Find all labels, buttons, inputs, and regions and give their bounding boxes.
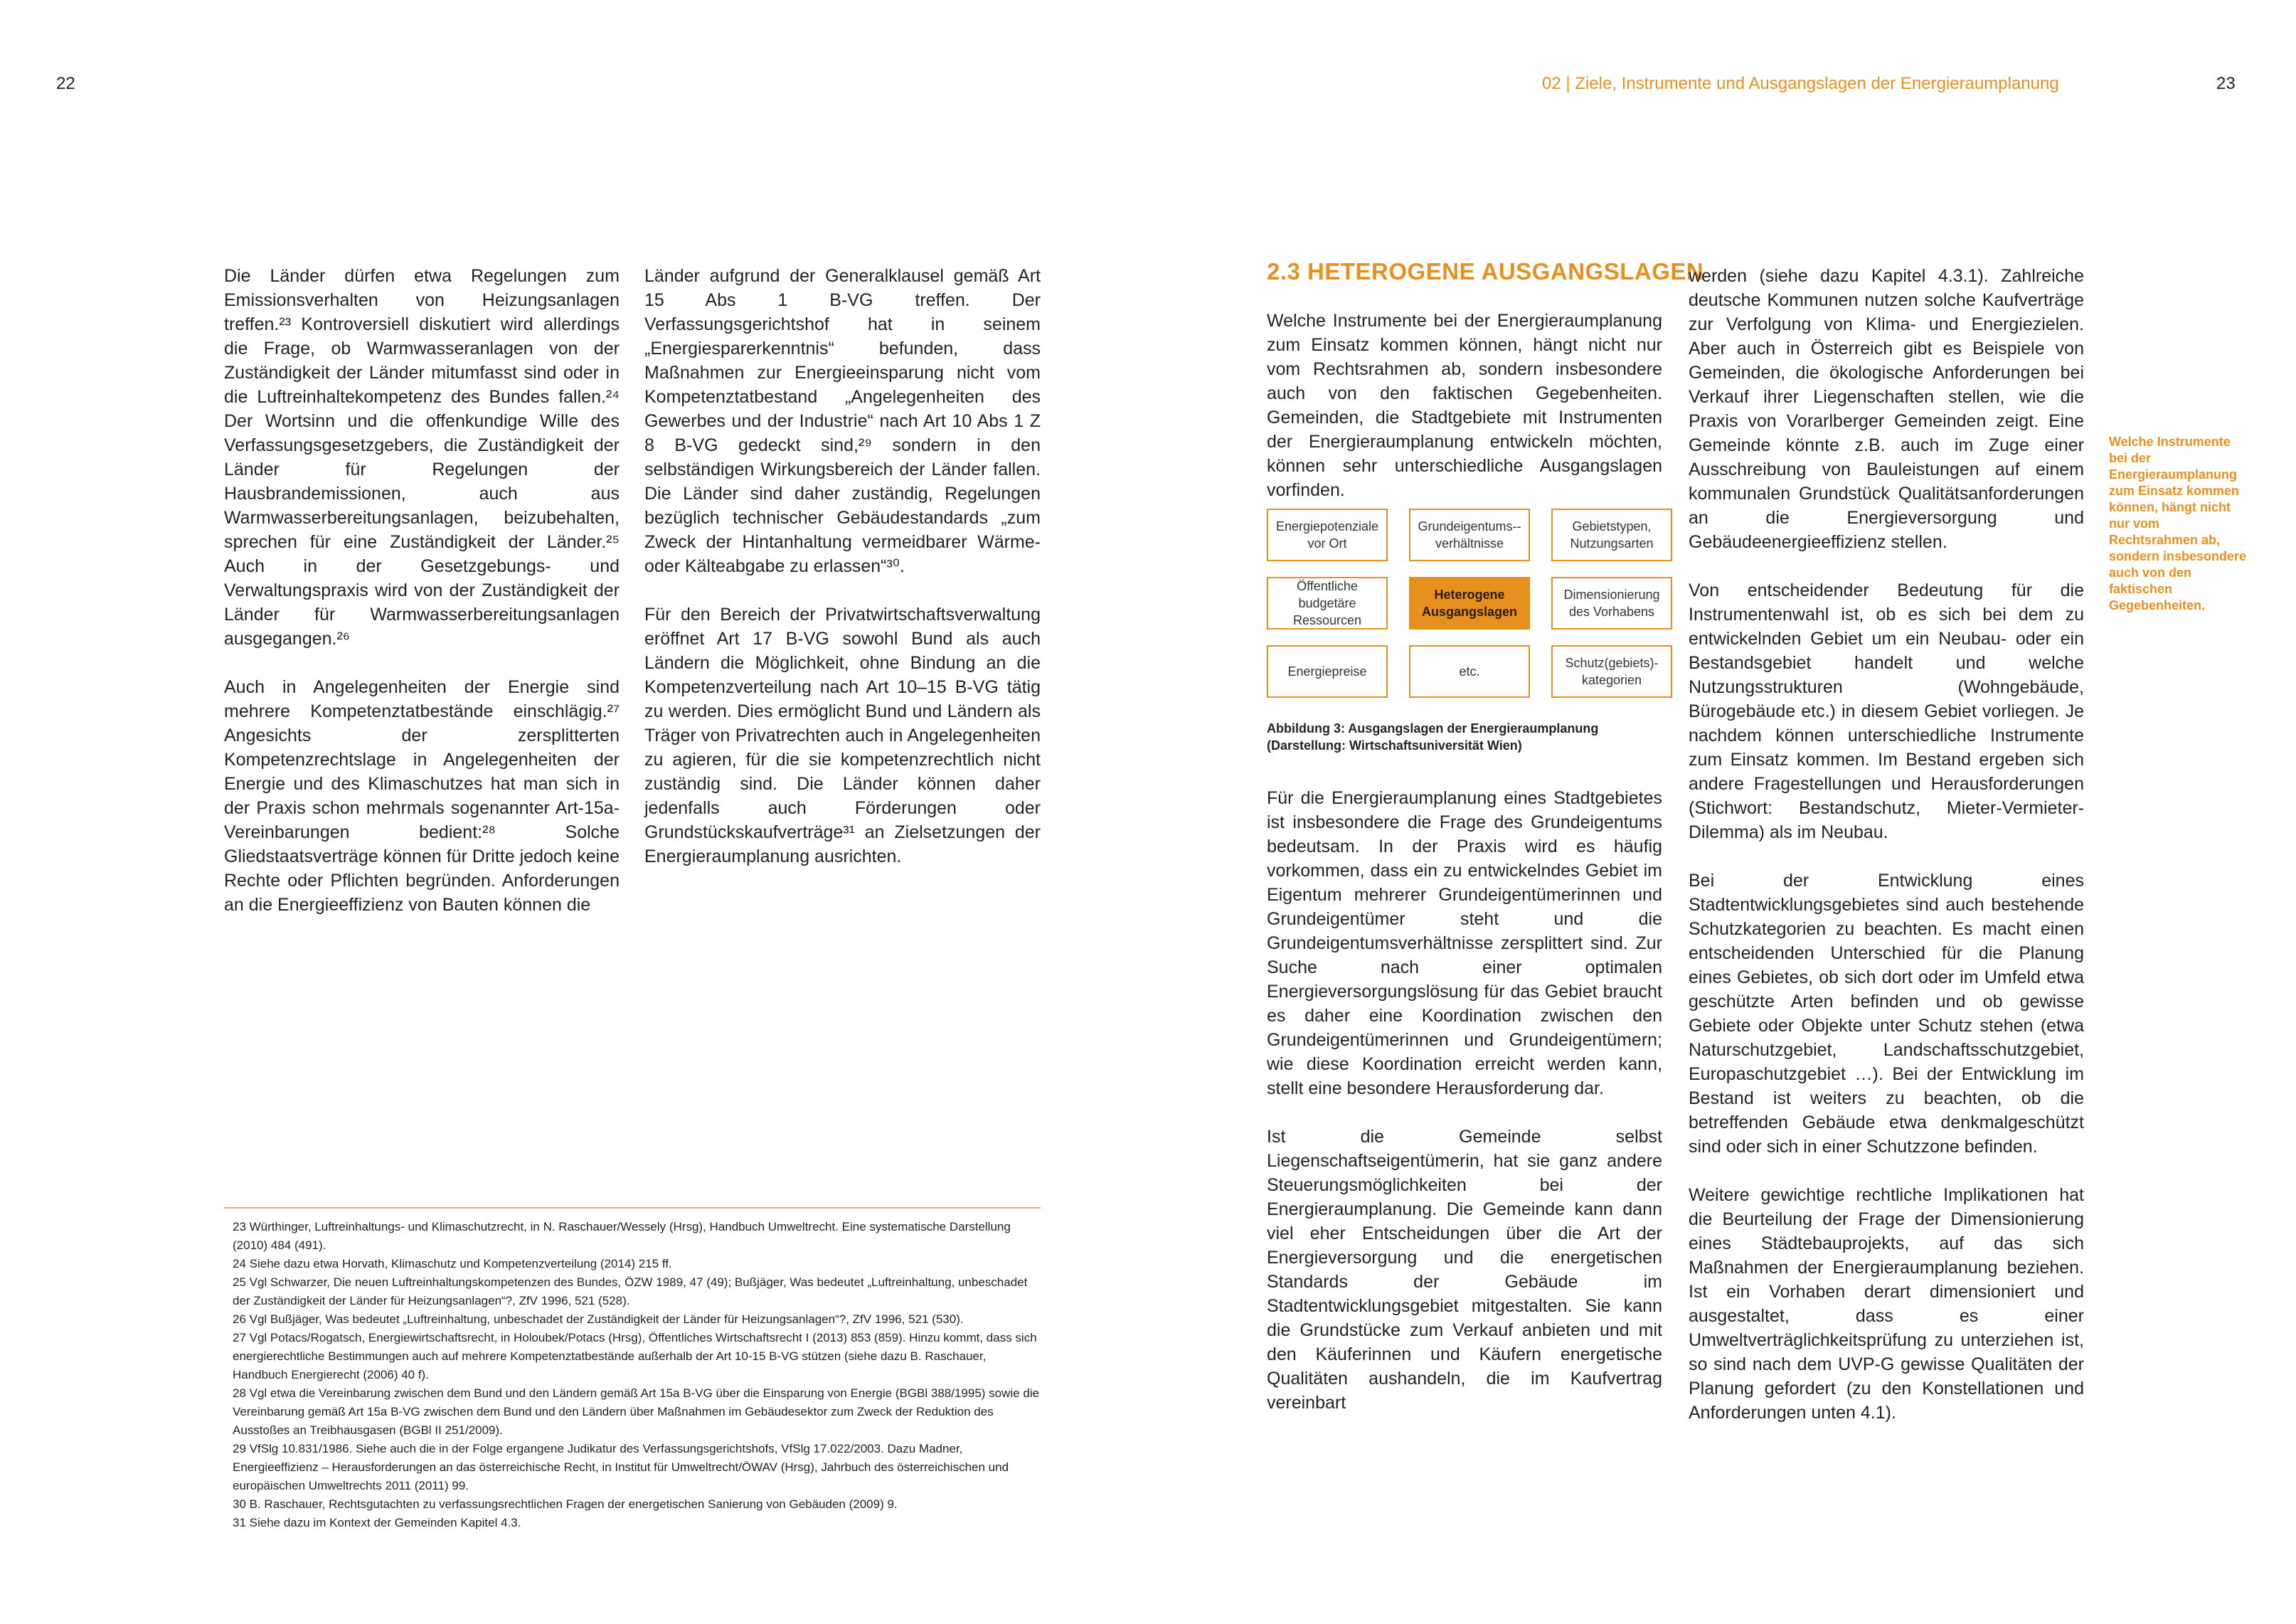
right-column-1 (1267, 786, 1662, 1439)
paragraph: Welche Instrumente bei der Energieraumplanung zum Einsatz kommen können, hängt nicht nur vom Rechtsrahmen ab, sondern insbesondere auch von den faktischen Gegebenheiten. Gemeinden, die Stadtgebiete mit Instrumenten der Energieraumplanung entwickeln möchten, können sehr unterschiedliche Ausgangslagen vorfinden. (1267, 311, 1662, 500)
section-heading: 2.3 HETEROGENE AUSGANGSLAGEN (1267, 258, 1704, 285)
figure-box-dimensionierung: Dimensionierung des Vorhabens (1551, 577, 1672, 630)
footnote: 24 Siehe dazu etwa Horvath, Klimaschutz und Kompetenzverteilung (2014) 215 ff. (233, 1257, 672, 1270)
figure-box-budget: Öffentliche budgetäre Ressourcen (1267, 577, 1388, 630)
running-header: 02 | Ziele, Instrumente und Ausgangslagen der Energieraumplanung (1542, 74, 2059, 93)
figure-box-gebietstypen: Gebietstypen, Nutzungsarten (1551, 509, 1672, 561)
caption-line: (Darstellung: Wirtschaftsuniversität Wien) (1267, 738, 1522, 753)
page-number-left: 22 (56, 74, 75, 93)
figure-caption (1267, 720, 1665, 754)
footnote: 29 VfSlg 10.831/1986. Siehe auch die in der Folge ergangene Judikatur des Verfassungsgerichtshofs, VfSlg 17.022/2003. Dazu Madner, Energieeffizienz – Herausforderungen an das österreichische Recht, in Institut für Umweltrecht/ÖWAV (Hrsg), Jahrbuch des österreichischen und europäischen Umweltrechts 2011 (2011) 99. (233, 1442, 1009, 1492)
footnote: 26 Vgl Bußjäger, Was bedeutet „Luftreinhaltung, unbeschadet der Zuständigkeit der Länder für Heizungsanlagen“?, ZfV 1996, 521 (530). (233, 1312, 964, 1326)
caption-line: Abbildung 3: Ausgangslagen der Energieraumplanung (1267, 721, 1599, 736)
footnote: 30 B. Raschauer, Rechtsgutachten zu verfassungsrechtlichen Fragen der energetischen Sanierung von Gebäuden (2009) 9. (233, 1497, 898, 1511)
figure-box-energiepotenziale: Energiepotenziale vor Ort (1267, 509, 1388, 561)
footnote: 27 Vgl Potacs/Rogatsch, Energiewirtschaftsrecht, in Holoubek/Potacs (Hrsg), Öffentliches Wirtschaftsrecht I (2013) 853 (859). Hinzu kommt, dass sich energierechtliche Bestimmungen auch auf mehrere Kompetenztatbestände außerhalb der Art 10-15 B-VG stützen (siehe dazu B. Raschauer, Handbuch Energierecht (2006) 40 f). (233, 1331, 1037, 1381)
left-column-2 (644, 264, 1041, 893)
paragraph: Für den Bereich der Privatwirtschaftsverwaltung eröffnet Art 17 B-VG sowohl Bund als auch Ländern die Möglichkeit, ohne Bindung an die Kompetenzverteilung nach Art 10–15 B-VG tätig zu werden. Dies ermöglicht Bund und Ländern als Träger von Privatrechten auch in Angelegenheiten zu agieren, für die sie kompetenzrechtlich nicht zuständig sind. Die Länder können daher jedenfalls auch Förderungen oder Grundstückskaufverträge³¹ an Zielsetzungen der Energieraumplanung ausrichten. (644, 605, 1041, 866)
footnote-divider (224, 1207, 1041, 1209)
paragraph: Ist die Gemeinde selbst Liegenschaftseigentümerin, hat sie ganz andere Steuerungsmöglichkeiten bei der Energieraumplanung. Die Gemeinde kann dann viel eher Entscheidungen über die Art der Energieversorgung und die energetischen Standards der Gebäude im Stadtentwicklungsgebiet mitgestalten. Sie kann die Grundstücke zum Verkauf anbieten und mit den Käuferinnen und Käufern energetische Qualitäten aushandeln, die im Kaufvertrag vereinbart (1267, 1127, 1662, 1413)
paragraph: werden (siehe dazu Kapitel 4.3.1). Zahlreiche deutsche Kommunen nutzen solche Kaufverträge zur Verfolgung von Klima- und Energiezielen. Aber auch in Österreich gibt es Beispiele von Gemeinden, die ökologische Anforderungen bei Verkauf ihrer Liegenschaften stellen, wie die Praxis von Vorarlberger Gemeinden zeigt. Eine Gemeinde könnte z.B. auch im Zuge einer Ausschreibung von Bauleistungen auf einem kommunalen Grundstück Qualitätsanforderungen an die Energieversorgung und Gebäudeenergieeffizienz stellen. (1689, 266, 2084, 552)
margin-note: Welche Instrumente bei der Energieraumplanung zum Einsatz kommen können, hängt nicht nur vom Rechtsrahmen ab, sondern insbesondere auch von den faktischen Gegebenheiten. (2109, 435, 2247, 612)
figure-grid (1267, 509, 1673, 698)
left-column-1 (224, 264, 620, 941)
figure-box-energiepreise: Energiepreise (1267, 645, 1388, 698)
figure-box-schutz: Schutz(gebiets)-kategorien (1551, 645, 1672, 698)
footnote: 31 Siehe dazu im Kontext der Gemeinden Kapitel 4.3. (233, 1516, 521, 1529)
paragraph: Von entscheidender Bedeutung für die Instrumentenwahl ist, ob es sich bei dem zu entwickelnden Gebiet um ein Neubau- oder ein Bestandsgebiet handelt und welche Nutzungsstrukturen (Wohngebäude, Bürogebäude etc.) in diesem Gebiet vorliegen. Je nachdem können unterschiedliche Instrumente zum Einsatz kommen. Im Bestand ergeben sich andere Fragestellungen und Herausforderungen (Stichwort: Bestandschutz, Mieter-Vermieter-Dilemma) als im Neubau. (1689, 580, 2084, 842)
figure-box-etc: etc. (1409, 645, 1530, 698)
footnote: 25 Vgl Schwarzer, Die neuen Luftreinhaltungskompetenzen des Bundes, ÖZW 1989, 47 (49); Bußjäger, Was bedeutet „Luftreinhaltung, unbeschadet der Zuständigkeit der Länder für Heizungsanlagen“?, ZfV 1996, 521 (528). (233, 1275, 1028, 1307)
paragraph: Auch in Angelegenheiten der Energie sind mehrere Kompetenztatbestände einschlägig.²⁷ Angesichts der zersplitterten Kompetenzrechtslage in Angelegenheiten der Energie und des Klimaschutzes hat man sich in der Praxis schon mehrmals sogenannter Art-15a-Vereinbarungen bedient:²⁸ Solche Gliedstaatsverträge können für Dritte jedoch keine Rechte oder Pflichten begründen. Anforderungen an die Energieeffizienz von Bauten können die (224, 677, 620, 915)
paragraph: Die Länder dürfen etwa Regelungen zum Emissionsverhalten von Heizungsanlagen treffen.²³ Kontroversiell diskutiert wird allerdings die Frage, ob Warmwasseranlagen von der Zuständigkeit der Länder mitumfasst sind oder in die Luftreinhaltekompetenz des Bundes fallen.²⁴ Der Wortsinn und die offenkundige Wille des Verfassungsgesetzgebers, die Zuständigkeit der Länder für Regelungen der Hausbrandemissionen, auch aus Warmwasserbereitungsanlagen, beizubehalten, sprechen für eine Zuständigkeit der Länder.²⁵ Auch in der Gesetzgebungs- und Verwaltungspraxis wird von der Zuständigkeit der Länder für Warmwasserbereitungsanlagen ausgegangen.²⁶ (224, 266, 620, 649)
paragraph: Länder aufgrund der Generalklausel gemäß Art 15 Abs 1 B-VG treffen. Der Verfassungsgerichtshof hat in seinem „Energiesparerkenntnis“ befunden, dass Maßnahmen zur Energieeinsparung nicht vom Kompetenztatbestand „Angelegenheiten des Gewerbes und der Industrie“ nach Art 10 Abs 1 Z 8 B-VG gedeckt sind,²⁹ sondern in den selbständigen Wirkungsbereich der Länder fallen. Die Länder sind daher zuständig, Regelungen bezüglich technischer Gebäudestandards „zum Zweck der Hintanhaltung vermeidbarer Wärme- oder Kälteabgabe zu erlassen“³⁰. (644, 266, 1041, 576)
page-number-right: 23 (2216, 74, 2236, 93)
paragraph: Bei der Entwicklung eines Stadtentwicklungsgebietes sind auch bestehende Schutzkategorien zu beachten. Es macht einen entscheidenden Unterschied für die Planung eines Gebietes, ob sich dort oder im Umfeld etwa geschützte Arten befinden und ob gewisse Gebiete oder Objekte unter Schutz stehen (etwa Naturschutzgebiet, Landschaftsschutzgebiet, Europaschutzgebiet …). Bei der Entwicklung im Bestand ist weiters zu beachten, ob die betreffenden Gebäude etwa denkmalgeschützt sind oder sich in einer Schutzzone befinden. (1689, 871, 2084, 1157)
right-column-2 (1689, 264, 2084, 1449)
figure-box-center: Heterogene Ausgangslagen (1409, 577, 1530, 630)
figure-box-grundeigentum: Grundeigentums-verhältnisse (1409, 509, 1530, 561)
paragraph: Für die Energieraumplanung eines Stadtgebietes ist insbesondere die Frage des Grundeigentums bedeutsam. In der Praxis wird es häufig vorkommen, dass ein zu entwickelndes Gebiet im Eigentum mehrerer Grundeigentümerinnen und Grundeigentümer steht und die Grundeigentumsverhältnisse zersplittert sind. Zur Suche nach einer optimalen Energieversorgungslösung für das Gebiet braucht es daher eine Koordination zwischen den Grundeigentümerinnen und Grundeigentümern; wie diese Koordination erreicht werden kann, stellt eine besondere Herausforderung dar. (1267, 788, 1662, 1098)
footnotes (233, 1218, 1041, 1532)
paragraph: Weitere gewichtige rechtliche Implikationen hat die Beurteilung der Frage der Dimensionierung eines Städtebauprojekts, auf das sich Maßnahmen der Energieraumplanung beziehen. Ist ein Vorhaben derart dimensioniert und ausgestaltet, dass es einer Umweltverträglichkeitsprüfung zu unterziehen ist, so sind nach dem UVP-G gewisse Qualitäten der Planung gefordert (zu den Konstellationen und Anforderungen unten 4.1). (1689, 1185, 2084, 1423)
footnote: 23 Würthinger, Luftreinhaltungs- und Klimaschutzrecht, in N. Raschauer/Wessely (Hrsg), Handbuch Umweltrecht. Eine systematische Darstellung (2010) 484 (491). (233, 1220, 1011, 1252)
section-intro (1267, 309, 1662, 526)
footnote: 28 Vgl etwa die Vereinbarung zwischen dem Bund und den Ländern gemäß Art 15a B-VG über die Einsparung von Energie (BGBl 388/1995) sowie die Vereinbarung gemäß Art 15a B-VG zwischen dem Bund und den Ländern über Maßnahmen im Gebäudesektor zum Zweck der Reduktion des Ausstoßes an Treibhausgasen (BGBl II 251/2009). (233, 1386, 1040, 1437)
